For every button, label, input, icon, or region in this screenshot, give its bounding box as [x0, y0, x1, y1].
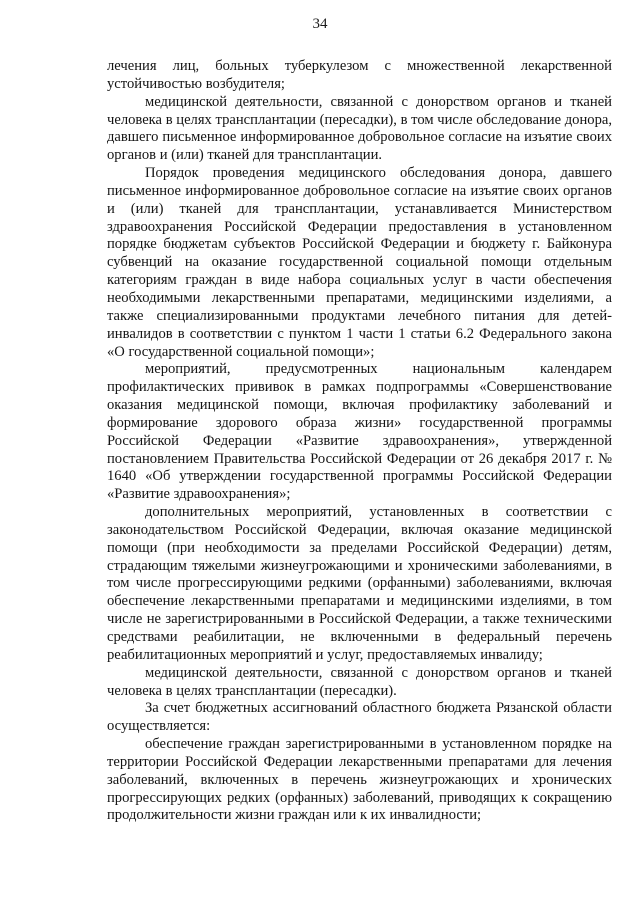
paragraph: медицинской деятельности, связанной с донорством органов и тканей человека в целях трансплантации (пересадки), в том числе обследование донора, давшего письменное информированное добровольное согласие на изъятие своих органов и (или) тканей для трансплантации. — [107, 93, 612, 164]
document-body — [107, 58, 612, 825]
paragraph: Порядок проведения медицинского обследования донора, давшего письменное информированное добровольное согласие на изъятие своих органов и (или) тканей для трансплантации, устанавливается Министерством здравоохранения Российской Федерации предоставления в установленном порядке бюджетам субъектов Российской Федерации и бюджету г. Байконура субвенций на оказание государственной социальной помощи отдельным категориям граждан в виде набора социальных услуг в части обеспечения необходимыми лекарственными препаратами, медицинскими изделиями, а также специализированными продуктами лечебного питания для детей-инвалидов в соответствии с пунктом 1 части 1 статьи 6.2 Федерального закона «О государственной социальной помощи»; — [107, 165, 612, 360]
paragraph: медицинской деятельности, связанной с донорством органов и тканей человека в целях трансплантации (пересадки). — [107, 664, 612, 699]
paragraph: лечения лиц, больных туберкулезом с множественной лекарственной устойчивостью возбудителя; — [107, 58, 612, 92]
paragraph: обеспечение граждан зарегистрированными в установленном порядке на территории Российской Федерации лекарственными препаратами для лечения заболеваний, включенных в перечень жизнеугрожающих и хронических прогрессирующих редких (орфанных) заболеваний, приводящих к сокращению продолжительности жизни граждан или к их инвалидности; — [107, 736, 612, 824]
paragraph: За счет бюджетных ассигнований областного бюджета Рязанской области осуществляется: — [107, 700, 612, 735]
paragraph: мероприятий, предусмотренных национальным календарем профилактических прививок в рамках подпрограммы «Совершенствование оказания медицинской помощи, включая профилактику заболеваний и формирование здорового образа жизни» государственной программы Российской Федерации «Развитие здравоохранения», утвержденной постановлением Правительства Российской Федерации от 26 декабря 2017 г. № 1640 «Об утверждении государственной программы Российской Федерации «Развитие здравоохранения»; — [107, 361, 612, 503]
page-number: 34 — [312, 16, 328, 32]
paragraph: дополнительных мероприятий, установленных в соответствии с законодательством Российской Федерации, включая оказание медицинской помощи (при необходимости за пределами Российской Федерации) детям, страдающим тяжелыми жизнеугрожающими и хроническими заболеваниями, в том числе прогрессирующими редкими (орфанными) заболеваниями, включая обеспечение лекарственными препаратами и медицинскими изделиями, в том числе не зарегистрированными в Российской Федерации, а также техническими средствами реабилитации, не включенными в федеральный перечень реабилитационных мероприятий и услуг, предоставляемых инвалиду; — [107, 504, 612, 663]
